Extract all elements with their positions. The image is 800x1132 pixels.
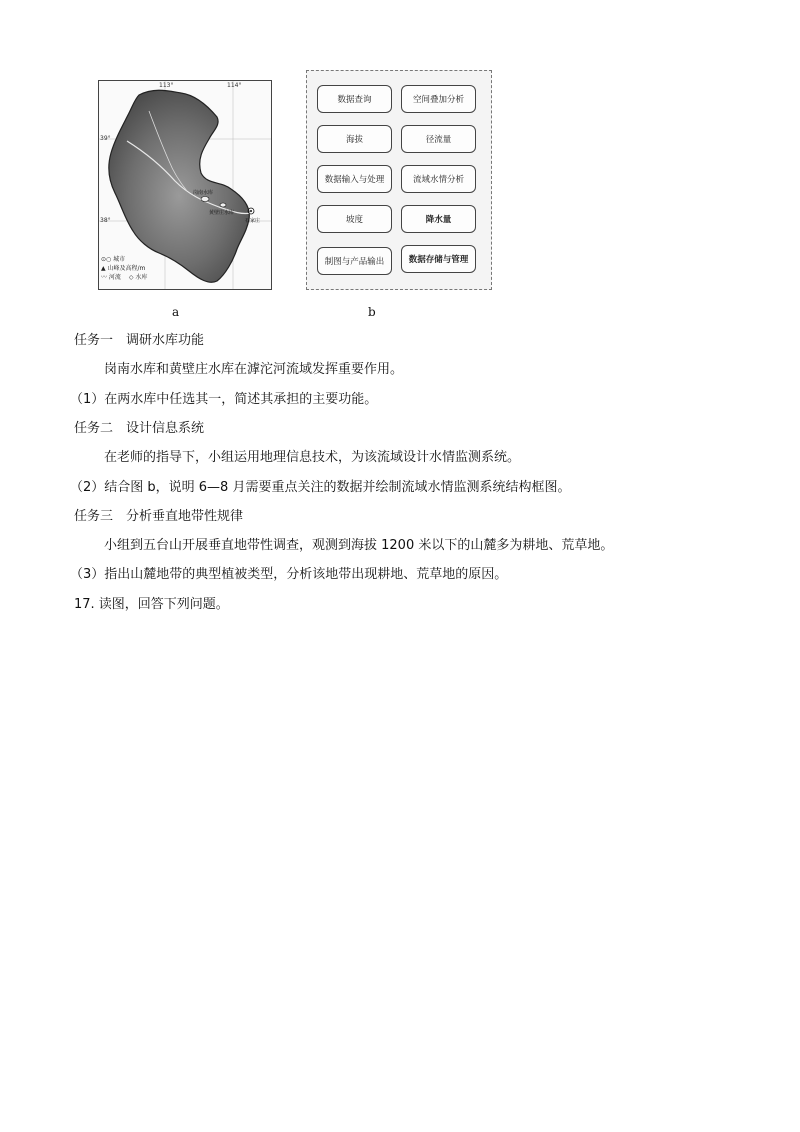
question-1: （1）在两水库中任选其一，简述其承担的主要功能。	[70, 392, 378, 407]
reservoir-huangbizhuang-marker	[220, 203, 226, 207]
label-huangbizhuang: 黄壁庄水库	[209, 210, 235, 216]
figure-b-system-diagram	[306, 70, 492, 290]
legend-peak: ▲ 山峰及高程/m	[101, 265, 146, 272]
lon-tick-113: 113°	[159, 82, 174, 89]
box-elevation: 海拔	[317, 125, 392, 153]
reservoir-gangnan-marker	[201, 197, 209, 202]
box-runoff: 径流量	[401, 125, 476, 153]
lat-tick-38: 38°	[100, 217, 111, 224]
legend-river: 〰 河流	[101, 274, 121, 281]
box-data-storage: 数据存储与管理	[401, 245, 476, 273]
box-slope: 坡度	[317, 205, 392, 233]
task1-title: 任务一 调研水库功能	[74, 333, 205, 348]
question-3: （3）指出山麓地带的典型植被类型，分析该地带出现耕地、荒草地的原因。	[70, 567, 508, 582]
box-data-input: 数据输入与处理	[317, 165, 392, 193]
box-precipitation: 降水量	[401, 205, 476, 233]
map-legend	[101, 255, 185, 282]
box-mapping-output: 制图与产品输出	[317, 247, 392, 275]
question-17: 17. 读图，回答下列问题。	[74, 597, 229, 612]
caption-a: a	[172, 305, 180, 319]
caption-b: b	[368, 305, 376, 319]
figure-a-map	[98, 80, 272, 290]
label-shijiazhuang: 石家庄	[245, 218, 261, 224]
box-data-query: 数据查询	[317, 85, 392, 113]
task2-title: 任务二 设计信息系统	[74, 421, 205, 436]
box-spatial-overlay: 空间叠加分析	[401, 85, 476, 113]
label-gangnan: 岗南水库	[193, 190, 214, 196]
lon-tick-114: 114°	[227, 82, 242, 89]
task3-title: 任务三 分析垂直地带性规律	[74, 509, 244, 524]
lat-tick-39: 39°	[100, 135, 111, 142]
task3-body: 小组到五台山开展垂直地带性调查，观测到海拔 1200 米以下的山麓多为耕地、荒草地。	[104, 538, 614, 553]
watershed-region	[109, 90, 249, 282]
question-2: （2）结合图 b，说明 6—8 月需要重点关注的数据并绘制流域水情监测系统结构框图。	[70, 480, 571, 495]
legend-reservoir: ◇ 水库	[128, 274, 148, 281]
task2-body: 在老师的指导下，小组运用地理信息技术，为该流域设计水情监测系统。	[104, 450, 521, 465]
task1-body: 岗南水库和黄壁庄水库在滹沱河流域发挥重要作用。	[104, 362, 404, 377]
box-watershed-analysis: 流域水情分析	[401, 165, 476, 193]
legend-city: ⊙○ 城市	[101, 256, 126, 263]
